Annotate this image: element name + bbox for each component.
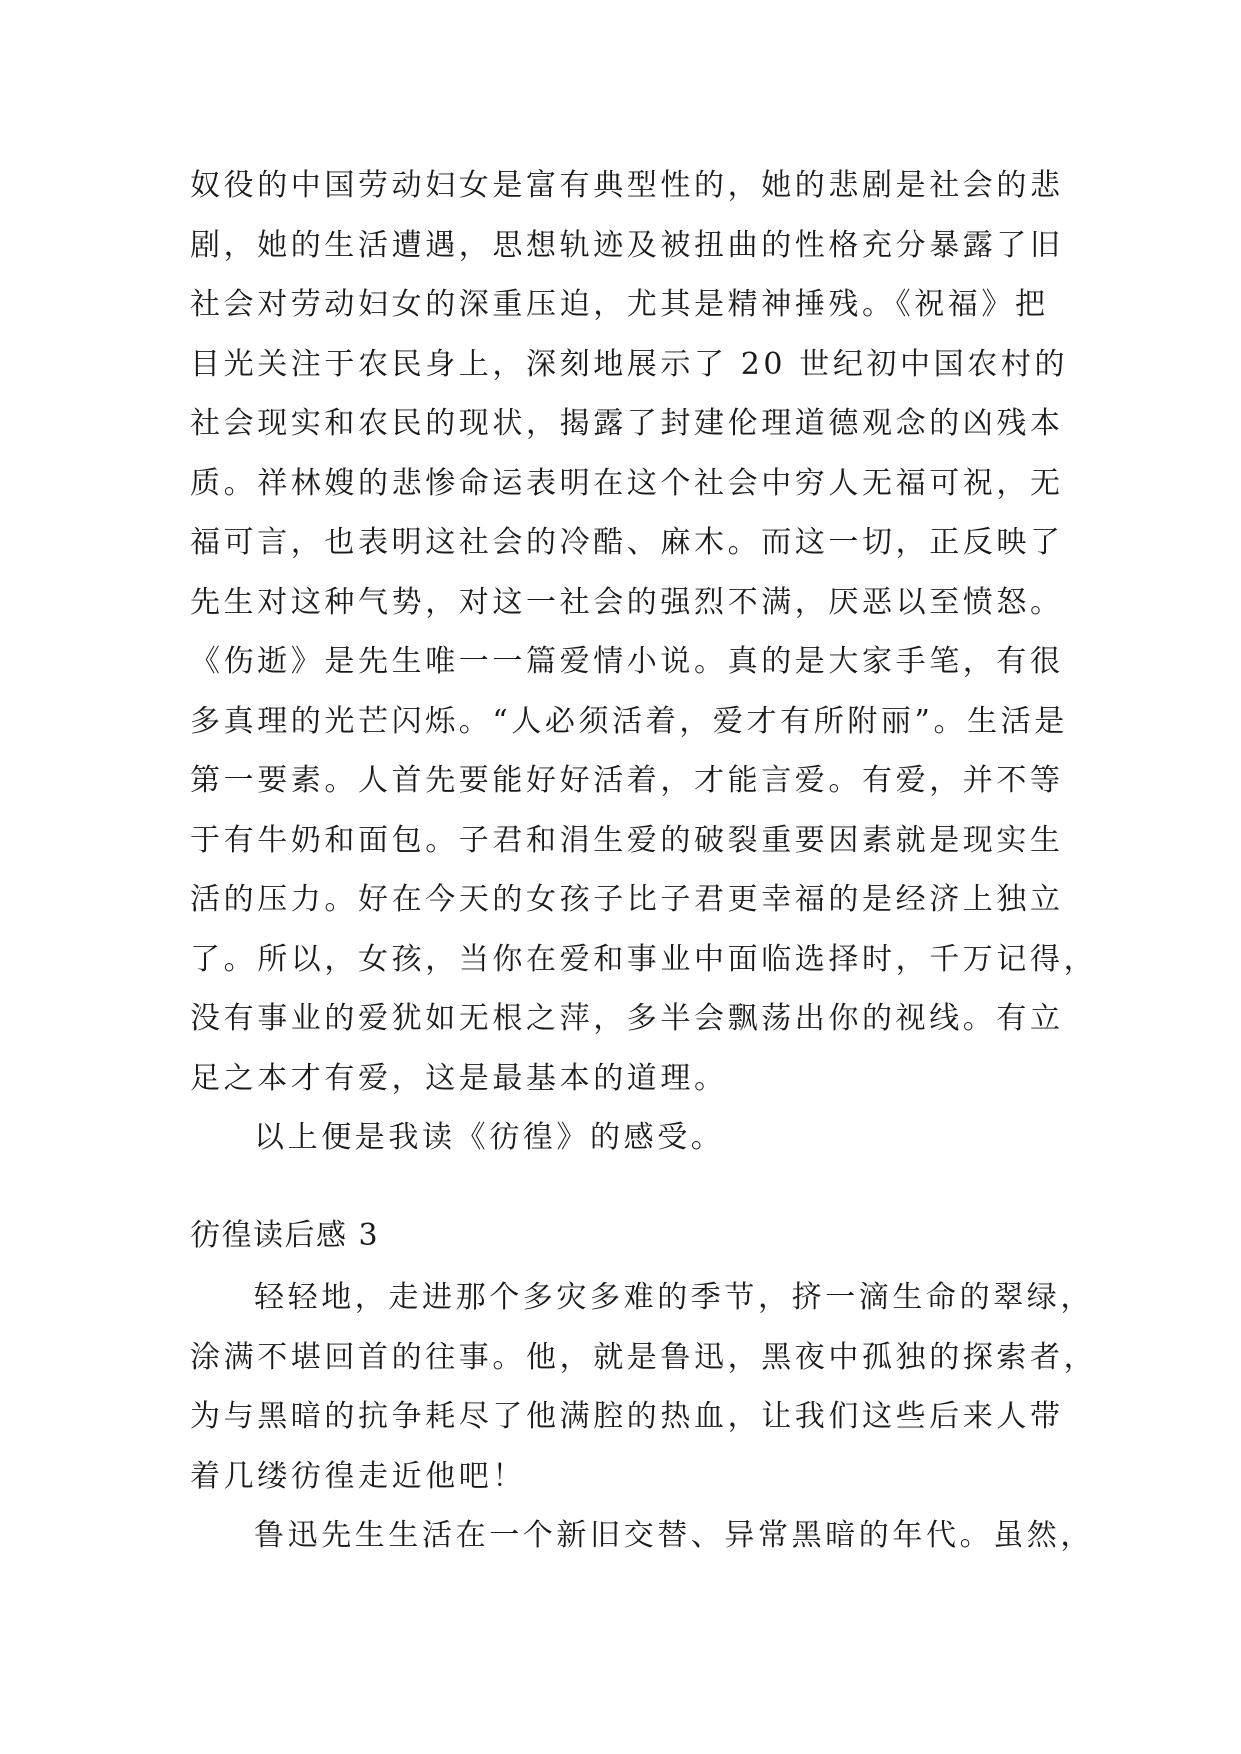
text-line: 第一要素。人首先要能好好活着，才能言爱。有爱，并不等 xyxy=(190,763,1064,798)
text-line: 福可言，也表明这社会的冷酷、麻木。而这一切，正反映了 xyxy=(190,525,1064,560)
text-line: 足之本才有爱，这是最基本的道理。 xyxy=(190,1060,728,1096)
text-line: 鲁迅先生生活在一个新旧交替、异常黑暗的年代。虽然， xyxy=(254,1518,1094,1553)
text-line: 涂满不堪回首的往事。他，就是鲁迅，黑夜中孤独的探索者， xyxy=(190,1339,1098,1375)
text-line: 剧，她的生活遭遇，思想轨迹及被扭曲的性格充分暴露了旧 xyxy=(190,227,1064,263)
text-line: 先生对这种气势，对这一社会的强烈不满，厌恶以至愤怒。 xyxy=(190,584,1064,620)
text-line: 社会对劳动妇女的深重压迫，尤其是精神捶残。《祝福》把 xyxy=(190,287,1049,322)
body-text-block-2 xyxy=(190,1268,1098,1566)
body-text-block xyxy=(190,156,1098,1168)
text-line: 于有牛奶和面包。子君和涓生爱的破裂重要因素就是现实生 xyxy=(190,822,1064,858)
text-line: 多真理的光芒闪烁。“人必须活着，爱才有所附丽”。生活是 xyxy=(190,703,1068,739)
text-line: 质。祥林嫂的悲惨命运表明在这个社会中穷人无福可祝，无 xyxy=(190,465,1064,501)
text-line: 社会现实和农民的现状，揭露了封建伦理道德观念的凶残本 xyxy=(190,406,1064,441)
text-line: 目光关注于农民身上，深刻地展示了 20 世纪初中国农村的 xyxy=(190,346,1069,382)
text-line: 着几缕彷徨走近他吧！ xyxy=(190,1458,526,1494)
text-line: 活的压力。好在今天的女孩子比子君更幸福的是经济上独立 xyxy=(190,882,1064,917)
text-line: 没有事业的爱犹如无根之萍，多半会飘荡出你的视线。有立 xyxy=(190,1001,1064,1036)
closing-line: 以上便是我读《彷徨》的感受。 xyxy=(254,1120,725,1155)
text-line: 奴役的中国劳动妇女是富有典型性的，她的悲剧是社会的悲 xyxy=(190,168,1064,203)
section-title: 彷徨读后感 3 xyxy=(190,1218,380,1253)
text-line: 轻轻地，走进那个多灾多难的季节，挤一滴生命的翠绿， xyxy=(254,1280,1094,1315)
text-line: 为与黑暗的抗争耗尽了他满腔的热血，让我们这些后来人带 xyxy=(190,1399,1064,1434)
text-line: 了。所以，女孩，当你在爱和事业中面临选择时，千万记得， xyxy=(190,941,1098,977)
text-line: 《伤逝》是先生唯一一篇爱情小说。真的是大家手笔，有很 xyxy=(190,644,1064,679)
